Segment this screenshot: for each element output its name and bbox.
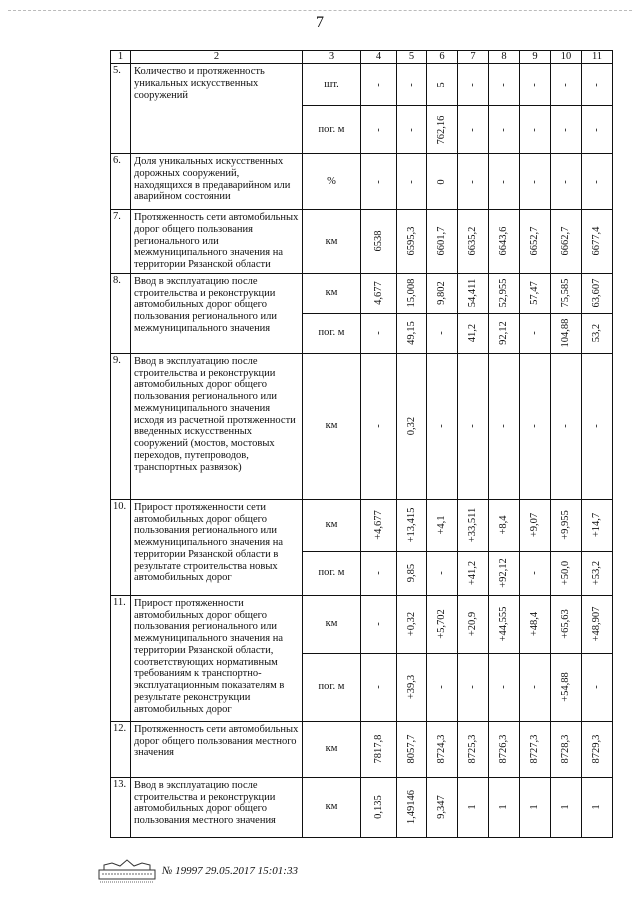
value-text: - [372, 571, 384, 575]
value-cell [397, 551, 427, 595]
unit-cell: км [303, 210, 361, 274]
value-cell [520, 313, 551, 353]
value-cell [582, 64, 613, 106]
value-cell [397, 154, 427, 210]
value-cell [361, 154, 397, 210]
value-text: 9,347 [436, 795, 448, 820]
value-cell [520, 273, 551, 313]
header-cell: 11 [582, 51, 613, 64]
value-cell [520, 64, 551, 106]
value-text: 104,88 [560, 318, 572, 348]
row-description: Ввод в эксплуатацию после строительства и реконструкции автомобильных дорог общего пользования местного значения [131, 777, 303, 837]
table-row [111, 154, 613, 210]
value-text: +4,677 [372, 510, 384, 541]
value-cell [489, 273, 520, 313]
value-cell [520, 595, 551, 653]
value-text: +33,511 [467, 508, 479, 543]
value-text: - [372, 685, 384, 689]
value-text: 6652,7 [529, 226, 541, 256]
value-text: - [560, 82, 572, 87]
value-text: +65,63 [560, 609, 572, 640]
page-number: 7 [316, 14, 324, 31]
unit-cell: % [303, 154, 361, 210]
value-cell [551, 353, 582, 499]
value-text: +48,4 [529, 612, 541, 637]
value-cell [582, 653, 613, 721]
value-text: 1,49146 [405, 790, 417, 825]
value-cell [551, 210, 582, 274]
value-cell [489, 595, 520, 653]
value-cell [361, 551, 397, 595]
value-text: 49,15 [405, 321, 417, 346]
value-text: - [591, 127, 603, 132]
value-cell [520, 106, 551, 154]
value-cell [582, 551, 613, 595]
value-text: - [405, 179, 417, 184]
value-cell [397, 313, 427, 353]
row-number: 13. [111, 777, 131, 837]
value-cell [520, 210, 551, 274]
value-cell [489, 499, 520, 551]
value-cell [489, 721, 520, 777]
value-cell [427, 64, 458, 106]
value-cell [582, 106, 613, 154]
value-text: +20,9 [467, 612, 479, 637]
value-text: - [436, 685, 448, 689]
table-row [111, 499, 613, 551]
value-cell [397, 273, 427, 313]
value-text: 6643,6 [498, 226, 510, 256]
value-text: - [372, 331, 384, 335]
unit-cell: км [303, 721, 361, 777]
row-description: Протяженность сети автомобильных дорог общего пользования регионального или межмуниципального значения на территории Рязанской области [131, 210, 303, 274]
value-cell [361, 106, 397, 154]
value-text: 6538 [372, 230, 384, 252]
row-description: Прирост протяженности автомобильных дорог общего пользования регионального или межмуниципального значения на территории Рязанской области, соответствующих нормативным требованиям к транспортно-эксплуатационным показателям в результате реконструкции автомобильных дорог [131, 595, 303, 721]
value-text: - [405, 127, 417, 132]
data-table [110, 50, 613, 838]
value-cell [427, 106, 458, 154]
value-cell [427, 154, 458, 210]
value-cell [489, 64, 520, 106]
value-cell [520, 154, 551, 210]
value-text: - [372, 82, 384, 87]
value-text: 54,411 [467, 279, 479, 308]
value-cell [427, 777, 458, 837]
header-cell: 10 [551, 51, 582, 64]
value-cell [582, 499, 613, 551]
value-cell [361, 721, 397, 777]
value-cell [458, 353, 489, 499]
value-text: +39,3 [405, 675, 417, 700]
row-description: Протяженность сети автомобильных дорог общего пользования местного значения [131, 721, 303, 777]
value-text: - [467, 179, 479, 184]
value-cell [361, 777, 397, 837]
unit-cell: км [303, 499, 361, 551]
value-cell [551, 653, 582, 721]
value-cell [458, 154, 489, 210]
value-text: - [405, 82, 417, 87]
value-text: 41,2 [467, 324, 479, 343]
value-text: +5,702 [436, 609, 448, 640]
value-text: 0 [436, 178, 448, 185]
value-text: 5 [436, 81, 448, 88]
row-description: Доля уникальных искусственных дорожных сооружений, находящихся в предаварийном или аварийном состоянии [131, 154, 303, 210]
row-number: 7. [111, 210, 131, 274]
row-description: Количество и протяженность уникальных искусственных сооружений [131, 64, 303, 154]
value-text: 8727,3 [529, 734, 541, 764]
value-text: - [591, 82, 603, 87]
value-cell [397, 653, 427, 721]
table-row [111, 721, 613, 777]
value-cell [427, 313, 458, 353]
value-text: 9,85 [405, 564, 417, 583]
value-text: 6635,2 [467, 226, 479, 256]
value-text: 15,008 [405, 278, 417, 308]
value-text: - [436, 424, 448, 428]
value-cell [489, 106, 520, 154]
value-cell [489, 154, 520, 210]
value-cell [582, 721, 613, 777]
header-cell: 7 [458, 51, 489, 64]
value-cell [427, 551, 458, 595]
value-cell [361, 653, 397, 721]
value-text: - [372, 424, 384, 428]
value-text: +44,555 [498, 606, 510, 642]
value-text: 63,607 [591, 278, 603, 308]
value-text: - [498, 82, 510, 87]
row-number: 11. [111, 595, 131, 721]
value-cell [361, 353, 397, 499]
value-text: +13,415 [405, 507, 417, 543]
value-text: +9,955 [560, 510, 572, 541]
value-cell [458, 653, 489, 721]
value-text: 7817,8 [372, 734, 384, 764]
value-text: 4,677 [372, 281, 384, 306]
value-cell [489, 313, 520, 353]
value-cell [458, 595, 489, 653]
value-text: - [498, 127, 510, 132]
value-text: 1 [498, 804, 510, 810]
table-row [111, 353, 613, 499]
table-row [111, 64, 613, 106]
value-cell [361, 595, 397, 653]
value-text: 8057,7 [405, 734, 417, 764]
value-text: - [372, 127, 384, 132]
value-cell [551, 721, 582, 777]
value-cell [551, 64, 582, 106]
value-cell [582, 154, 613, 210]
value-cell [551, 551, 582, 595]
header-cell: 1 [111, 51, 131, 64]
value-cell [427, 721, 458, 777]
top-border [8, 10, 632, 12]
value-cell [361, 273, 397, 313]
value-cell [551, 273, 582, 313]
value-text: 92,12 [498, 321, 510, 346]
value-cell [582, 313, 613, 353]
value-text: 1 [467, 804, 479, 810]
value-cell [427, 499, 458, 551]
row-description: Ввод в эксплуатацию после строительства и реконструкции автомобильных дорог общего пользования регионального или межмуниципального значения исходя из расчетной протяженности введенных искусственных сооружений (мостов, мостовых переходов, путепроводов, транспортных развязок) [131, 353, 303, 499]
value-cell [582, 353, 613, 499]
value-cell [520, 353, 551, 499]
value-cell [551, 777, 582, 837]
value-text: - [467, 685, 479, 689]
header-cell: 5 [397, 51, 427, 64]
unit-cell: пог. м [303, 653, 361, 721]
value-cell [458, 313, 489, 353]
value-cell [397, 210, 427, 274]
value-text: - [560, 127, 572, 132]
value-cell [582, 595, 613, 653]
value-text: - [529, 82, 541, 87]
value-text: - [372, 179, 384, 184]
value-cell [361, 210, 397, 274]
value-text: 6677,4 [591, 226, 603, 256]
value-cell [520, 551, 551, 595]
value-text: - [467, 127, 479, 132]
value-cell [551, 313, 582, 353]
value-text: - [436, 331, 448, 335]
value-cell [458, 210, 489, 274]
unit-cell: км [303, 595, 361, 653]
value-cell [458, 499, 489, 551]
value-cell [489, 551, 520, 595]
header-cell: 3 [303, 51, 361, 64]
value-text: 6595,3 [405, 226, 417, 256]
value-text: +9,07 [529, 513, 541, 538]
row-description: Прирост протяженности сети автомобильных дорог общего пользования регионального или межмуниципального значения на территории Рязанской области в результате строительства новых автомобильных дорог [131, 499, 303, 595]
value-text: 1 [591, 804, 603, 810]
header-cell: 9 [520, 51, 551, 64]
value-cell [520, 721, 551, 777]
header-cell: 8 [489, 51, 520, 64]
value-cell [582, 273, 613, 313]
row-description: Ввод в эксплуатацию после строительства и реконструкции автомобильных дорог общего пользования регионального или межмуниципального значения [131, 273, 303, 353]
value-text: 8725,3 [467, 734, 479, 764]
value-cell [489, 353, 520, 499]
value-cell [458, 721, 489, 777]
value-text: +8,4 [498, 515, 510, 535]
value-text: +14,7 [591, 513, 603, 538]
unit-cell: пог. м [303, 551, 361, 595]
value-cell [361, 499, 397, 551]
value-text: - [372, 622, 384, 626]
value-text: 53,2 [591, 324, 603, 343]
value-cell [520, 777, 551, 837]
value-cell [397, 777, 427, 837]
header-cell: 6 [427, 51, 458, 64]
value-text: +92,12 [498, 558, 510, 589]
value-text: - [560, 424, 572, 428]
value-cell [397, 106, 427, 154]
value-text: 9,802 [436, 281, 448, 306]
value-cell [458, 106, 489, 154]
value-text: 8728,3 [560, 734, 572, 764]
value-cell [551, 499, 582, 551]
value-text: - [498, 179, 510, 184]
value-cell [489, 653, 520, 721]
value-text: 6662,7 [560, 226, 572, 256]
row-number: 9. [111, 353, 131, 499]
value-cell [397, 721, 427, 777]
value-text: - [591, 179, 603, 184]
value-text: - [529, 127, 541, 132]
seal-icon [98, 858, 156, 884]
value-text: +41,2 [467, 561, 479, 586]
value-cell [458, 64, 489, 106]
table-row [111, 210, 613, 274]
value-cell [427, 653, 458, 721]
value-cell [582, 210, 613, 274]
value-cell [427, 353, 458, 499]
table-row [111, 777, 613, 837]
value-cell [520, 653, 551, 721]
header-cell: 2 [131, 51, 303, 64]
value-cell [458, 273, 489, 313]
value-text: - [498, 424, 510, 428]
value-cell [520, 499, 551, 551]
value-cell [361, 313, 397, 353]
value-text: - [498, 685, 510, 689]
value-cell [582, 777, 613, 837]
value-text: 52,955 [498, 278, 510, 308]
unit-cell: км [303, 273, 361, 313]
unit-cell: пог. м [303, 313, 361, 353]
value-text: - [591, 424, 603, 428]
header-row [111, 51, 613, 64]
value-cell [427, 595, 458, 653]
value-text: - [529, 685, 541, 689]
value-text: 0,135 [372, 795, 384, 820]
value-cell [427, 273, 458, 313]
row-number: 6. [111, 154, 131, 210]
value-cell [489, 777, 520, 837]
row-number: 10. [111, 499, 131, 595]
row-number: 12. [111, 721, 131, 777]
value-text: - [467, 424, 479, 428]
value-cell [427, 210, 458, 274]
value-text: +0,32 [405, 612, 417, 637]
unit-cell: шт. [303, 64, 361, 106]
value-cell [397, 595, 427, 653]
value-cell [458, 551, 489, 595]
value-text: 8726,3 [498, 734, 510, 764]
value-text: 6601,7 [436, 226, 448, 256]
value-text: 8724,3 [436, 734, 448, 764]
value-text: 57,47 [529, 281, 541, 306]
value-cell [458, 777, 489, 837]
value-text: 1 [560, 804, 572, 810]
value-text: - [560, 179, 572, 184]
value-text: 762,16 [436, 115, 448, 144]
value-text: - [436, 571, 448, 575]
table-row [111, 273, 613, 313]
value-text: +4,1 [436, 515, 448, 535]
header-cell: 4 [361, 51, 397, 64]
value-text: - [591, 685, 603, 689]
value-text: +54,88 [560, 672, 572, 703]
footer [98, 858, 298, 884]
value-cell [397, 499, 427, 551]
row-number: 8. [111, 273, 131, 353]
value-text: - [529, 424, 541, 428]
value-text: - [529, 571, 541, 575]
value-text: +48,907 [591, 606, 603, 642]
value-cell [551, 595, 582, 653]
value-text: 8729,3 [591, 734, 603, 764]
value-text: - [529, 179, 541, 184]
value-cell [551, 154, 582, 210]
value-text: 0,32 [405, 417, 417, 436]
value-cell [397, 64, 427, 106]
value-text: +50,0 [560, 561, 572, 586]
value-text: 1 [529, 804, 541, 810]
value-text: - [529, 331, 541, 335]
table-row [111, 595, 613, 653]
unit-cell: км [303, 777, 361, 837]
value-text: 75,585 [560, 278, 572, 308]
value-cell [551, 106, 582, 154]
value-cell [489, 210, 520, 274]
value-cell [397, 353, 427, 499]
value-cell [361, 64, 397, 106]
registration-stamp: № 19997 29.05.2017 15:01:33 [162, 865, 298, 877]
row-number: 5. [111, 64, 131, 154]
value-text: - [467, 82, 479, 87]
value-text: +53,2 [591, 561, 603, 586]
unit-cell: км [303, 353, 361, 499]
unit-cell: пог. м [303, 106, 361, 154]
